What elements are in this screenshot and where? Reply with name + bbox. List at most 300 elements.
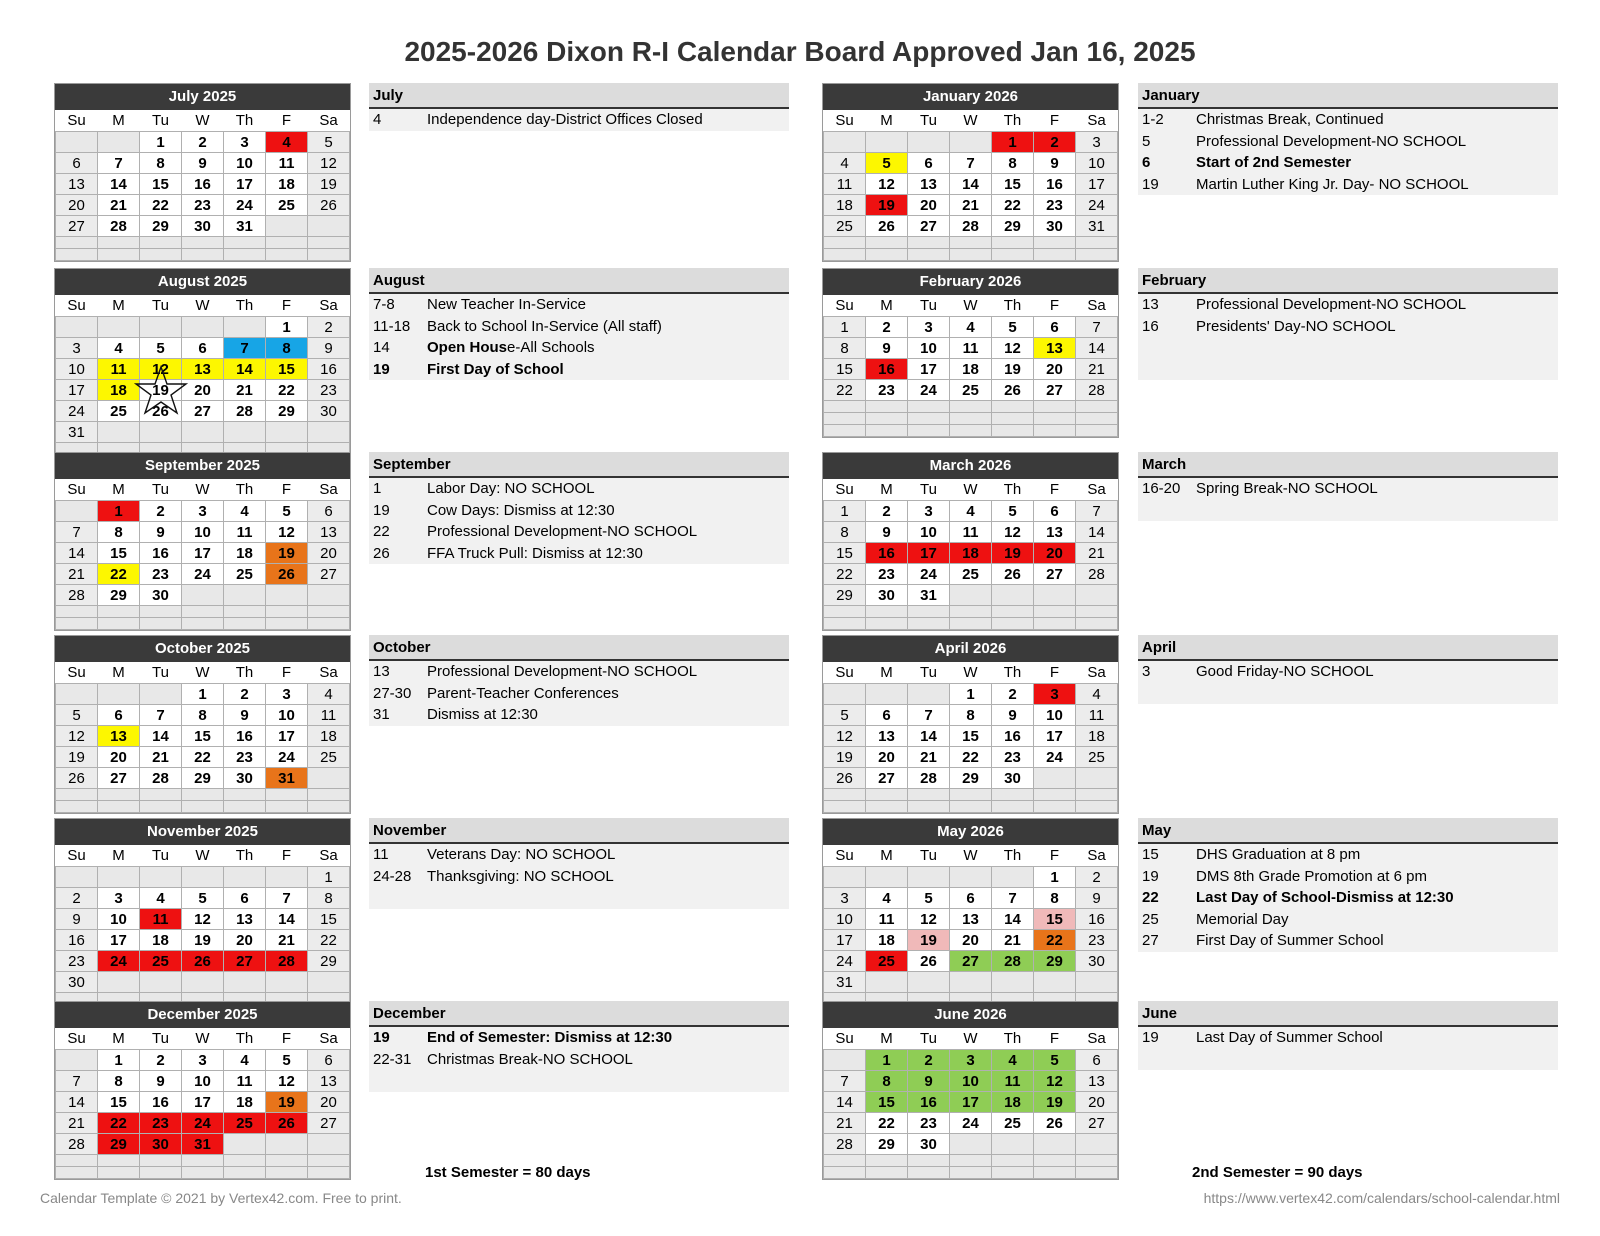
day-cell: 5	[1034, 1050, 1076, 1071]
day-cell: 21	[56, 564, 98, 585]
day-cell: 18	[950, 359, 992, 380]
weekday-label: F	[1034, 479, 1076, 501]
day-cell: 25	[866, 951, 908, 972]
events-panel	[1138, 268, 1558, 380]
weekday-label: Su	[824, 110, 866, 132]
event-row	[1138, 152, 1558, 174]
empty-cell	[950, 585, 992, 606]
empty-cell	[266, 237, 308, 249]
day-cell: 12	[1034, 1071, 1076, 1092]
day-cell: 16	[908, 1092, 950, 1113]
event-text: Start of 2nd Semester	[1196, 154, 1352, 171]
day-cell: 16	[866, 359, 908, 380]
weekday-label: Su	[824, 1028, 866, 1050]
event-row	[369, 683, 789, 705]
day-cell: 1	[182, 684, 224, 705]
weekday-label: Tu	[140, 1028, 182, 1050]
month-header: December 2025	[55, 1002, 350, 1028]
day-cell: 2	[908, 1050, 950, 1071]
day-cell: 23	[866, 564, 908, 585]
weekday-label: Tu	[908, 295, 950, 317]
day-cell: 20	[224, 930, 266, 951]
day-cell: 2	[140, 501, 182, 522]
day-cell: 6	[1076, 1050, 1118, 1071]
event-date: 11	[373, 846, 389, 863]
day-cell: 3	[182, 501, 224, 522]
day-cell: 17	[908, 359, 950, 380]
weekday-label: Tu	[140, 479, 182, 501]
day-cell: 15	[98, 1092, 140, 1113]
empty-cell	[992, 249, 1034, 261]
day-cell: 25	[950, 380, 992, 401]
day-cell: 29	[98, 585, 140, 606]
events-month-header: June	[1138, 1001, 1558, 1027]
day-cell: 5	[266, 1050, 308, 1071]
day-cell: 23	[908, 1113, 950, 1134]
empty-cell	[824, 132, 866, 153]
day-cell: 11	[308, 705, 350, 726]
empty-cell	[224, 585, 266, 606]
day-cell: 13	[224, 909, 266, 930]
day-cell: 1	[140, 132, 182, 153]
empty-cell	[308, 789, 350, 801]
day-cell: 21	[908, 747, 950, 768]
month-header: April 2026	[823, 636, 1118, 662]
day-cell: 22	[98, 564, 140, 585]
event-date: 22	[1142, 889, 1159, 906]
empty-cell	[992, 972, 1034, 993]
empty-cell	[1076, 801, 1118, 813]
day-cell: 25	[266, 195, 308, 216]
day-cell: 9	[140, 522, 182, 543]
weekday-label: F	[1034, 110, 1076, 132]
weekday-label: M	[98, 110, 140, 132]
empty-cell	[224, 1134, 266, 1155]
events-month-header: March	[1138, 452, 1558, 478]
day-cell: 26	[992, 564, 1034, 585]
day-cell: 24	[824, 951, 866, 972]
empty-cell	[266, 249, 308, 261]
event-text: Thanksgiving: NO SCHOOL	[427, 867, 614, 885]
day-cell: 1	[266, 317, 308, 338]
event-date: 27	[1142, 932, 1159, 949]
weekday-label: Th	[224, 662, 266, 684]
day-cell: 27	[908, 216, 950, 237]
day-cell: 24	[182, 1113, 224, 1134]
weekday-label: Sa	[1076, 1028, 1118, 1050]
day-cell: 16	[224, 726, 266, 747]
weekday-label: W	[182, 1028, 224, 1050]
event-text: Professional Development-NO SCHOOL	[1196, 296, 1467, 313]
day-cell: 15	[866, 1092, 908, 1113]
day-cell: 3	[950, 1050, 992, 1071]
event-date: 19	[373, 1029, 390, 1046]
day-cell: 7	[1076, 501, 1118, 522]
weekday-label: Th	[224, 845, 266, 867]
empty-cell	[950, 401, 992, 413]
day-cell: 2	[56, 888, 98, 909]
day-cell: 19	[908, 930, 950, 951]
weekday-label: Su	[56, 662, 98, 684]
day-cell: 22	[98, 1113, 140, 1134]
day-cell: 4	[950, 501, 992, 522]
empty-cell	[908, 684, 950, 705]
empty-cell	[266, 585, 308, 606]
day-cell: 24	[98, 951, 140, 972]
empty-cell	[224, 789, 266, 801]
day-cell: 21	[224, 380, 266, 401]
day-cell: 24	[950, 1113, 992, 1134]
day-cell: 24	[266, 747, 308, 768]
empty-cell	[824, 237, 866, 249]
day-cell: 30	[866, 585, 908, 606]
event-row	[369, 500, 789, 522]
day-cell: 4	[824, 153, 866, 174]
event-date: 11-18	[373, 317, 411, 335]
event-date: 25	[1142, 910, 1159, 928]
empty-cell	[1076, 618, 1118, 630]
empty-cell	[950, 413, 992, 425]
day-cell: 30	[56, 972, 98, 993]
day-cell: 12	[866, 174, 908, 195]
events-panel	[1138, 83, 1558, 195]
empty-cell	[824, 789, 866, 801]
event-date: 13	[373, 663, 390, 680]
weekday-label: Su	[824, 662, 866, 684]
day-cell: 1	[1034, 867, 1076, 888]
day-cell: 18	[98, 380, 140, 401]
empty-cell	[866, 425, 908, 437]
empty-cell	[182, 972, 224, 993]
day-cell: 12	[824, 726, 866, 747]
day-cell: 16	[140, 543, 182, 564]
day-cell: 4	[992, 1050, 1034, 1071]
event-text: Last Day of School-Dismiss at 12:30	[1196, 889, 1454, 906]
empty-cell	[866, 606, 908, 618]
weekday-label: Sa	[308, 845, 350, 867]
day-cell: 1	[308, 867, 350, 888]
empty-cell	[140, 606, 182, 618]
day-cell: 20	[56, 195, 98, 216]
empty-cell	[866, 618, 908, 630]
day-cell: 8	[98, 1071, 140, 1092]
day-cell: 5	[992, 501, 1034, 522]
empty-cell	[1076, 413, 1118, 425]
day-cell: 27	[56, 216, 98, 237]
day-cell: 23	[1034, 195, 1076, 216]
empty-cell	[992, 425, 1034, 437]
empty-cell	[1076, 237, 1118, 249]
day-cell: 20	[1076, 1092, 1118, 1113]
event-date: 3	[1142, 663, 1151, 680]
weekday-label: Th	[992, 662, 1034, 684]
day-cell: 10	[950, 1071, 992, 1092]
empty-cell	[866, 972, 908, 993]
day-cell: 8	[308, 888, 350, 909]
empty-cell	[908, 606, 950, 618]
day-cell: 23	[140, 564, 182, 585]
empty-cell	[98, 132, 140, 153]
month-calendar	[822, 635, 1119, 814]
day-cell: 10	[182, 1071, 224, 1092]
empty-cell	[1034, 585, 1076, 606]
day-cell: 22	[140, 195, 182, 216]
day-cell: 25	[308, 747, 350, 768]
day-cell: 28	[56, 585, 98, 606]
day-cell: 29	[182, 768, 224, 789]
month-calendar	[54, 83, 351, 262]
empty-cell	[140, 801, 182, 813]
empty-cell	[866, 132, 908, 153]
empty-cell	[866, 1155, 908, 1167]
events-month-header: November	[369, 818, 789, 844]
day-cell: 6	[866, 705, 908, 726]
weekday-label: Th	[992, 110, 1034, 132]
day-cell: 21	[824, 1113, 866, 1134]
event-date: 15	[1142, 846, 1159, 863]
event-date: 16-20	[1142, 480, 1181, 497]
weekday-label: Sa	[1076, 662, 1118, 684]
day-cell: 3	[1034, 684, 1076, 705]
day-cell: 3	[182, 1050, 224, 1071]
events-panel	[1138, 452, 1558, 521]
day-cell: 2	[1076, 867, 1118, 888]
event-date: 14	[373, 339, 390, 356]
day-cell: 30	[1034, 216, 1076, 237]
event-text: End of Semester: Dismiss at 12:30	[427, 1029, 673, 1046]
day-cell: 10	[182, 522, 224, 543]
weekday-label: W	[950, 479, 992, 501]
day-cell: 5	[140, 338, 182, 359]
empty-cell	[992, 413, 1034, 425]
day-cell: 8	[824, 338, 866, 359]
day-cell: 3	[908, 317, 950, 338]
event-row	[369, 316, 789, 338]
empty-cell	[224, 1155, 266, 1167]
events-panel	[1138, 1001, 1558, 1070]
day-cell: 8	[950, 705, 992, 726]
day-cell: 28	[824, 1134, 866, 1155]
empty-cell	[98, 1155, 140, 1167]
empty-cell	[308, 606, 350, 618]
day-cell: 19	[866, 195, 908, 216]
events-panel	[369, 1001, 789, 1092]
empty-cell	[140, 789, 182, 801]
day-cell: 5	[266, 501, 308, 522]
weekday-label: F	[1034, 845, 1076, 867]
empty-cell	[98, 789, 140, 801]
empty-cell	[266, 606, 308, 618]
event-text: Professional Development-NO SCHOOL	[1196, 132, 1467, 150]
day-cell: 21	[1076, 543, 1118, 564]
event-text: First Day of School	[427, 360, 564, 378]
month-calendar	[54, 818, 351, 1006]
day-cell: 15	[140, 174, 182, 195]
event-date: 19	[373, 501, 390, 519]
day-cell: 22	[308, 930, 350, 951]
day-cell: 16	[1076, 909, 1118, 930]
day-cell: 14	[224, 359, 266, 380]
weekday-label: Tu	[908, 1028, 950, 1050]
empty-cell	[824, 867, 866, 888]
empty-cell	[308, 216, 350, 237]
empty-cell	[266, 1167, 308, 1179]
day-cell: 19	[308, 174, 350, 195]
event-row	[1138, 909, 1558, 931]
empty-cell	[1034, 606, 1076, 618]
day-cell: 22	[1034, 930, 1076, 951]
day-cell: 19	[266, 543, 308, 564]
day-cell: 8	[866, 1071, 908, 1092]
day-cell: 9	[1076, 888, 1118, 909]
event-row	[1138, 930, 1558, 952]
empty-cell	[1076, 249, 1118, 261]
empty-cell	[182, 867, 224, 888]
day-cell: 7	[56, 522, 98, 543]
day-cell: 5	[992, 317, 1034, 338]
empty-cell	[98, 618, 140, 630]
event-row	[369, 704, 789, 726]
weekday-label: Tu	[908, 110, 950, 132]
event-date: 19	[373, 360, 390, 378]
empty-cell	[908, 425, 950, 437]
day-cell: 15	[992, 174, 1034, 195]
weekday-label: Th	[992, 479, 1034, 501]
weekday-label: Sa	[308, 110, 350, 132]
empty-cell	[866, 684, 908, 705]
footer-url[interactable]: https://www.vertex42.com/calendars/school-calendar.html	[1203, 1190, 1560, 1206]
day-cell: 29	[308, 951, 350, 972]
events-panel	[369, 268, 789, 380]
event-date: 19	[1142, 1029, 1159, 1046]
empty-cell	[266, 972, 308, 993]
day-cell: 14	[1076, 522, 1118, 543]
events-panel	[369, 635, 789, 726]
day-cell: 13	[182, 359, 224, 380]
day-cell: 15	[182, 726, 224, 747]
day-cell: 15	[266, 359, 308, 380]
empty-cell	[866, 401, 908, 413]
day-cell: 12	[308, 153, 350, 174]
empty-cell	[824, 1050, 866, 1071]
day-cell: 20	[1034, 359, 1076, 380]
day-cell: 26	[308, 195, 350, 216]
event-text: FFA Truck Pull: Dismiss at 12:30	[427, 544, 643, 562]
empty-cell	[1034, 618, 1076, 630]
day-cell: 13	[56, 174, 98, 195]
day-cell: 4	[224, 1050, 266, 1071]
month-header: August 2025	[55, 269, 350, 295]
day-cell: 23	[140, 1113, 182, 1134]
event-row	[1138, 887, 1558, 909]
weekday-label: M	[98, 295, 140, 317]
day-cell: 20	[908, 195, 950, 216]
day-cell: 22	[824, 380, 866, 401]
empty-cell	[950, 425, 992, 437]
month-header: July 2025	[55, 84, 350, 110]
empty-cell	[182, 317, 224, 338]
second-semester-total: 2nd Semester = 90 days	[1192, 1164, 1363, 1181]
weekday-label: M	[98, 479, 140, 501]
day-cell: 17	[950, 1092, 992, 1113]
day-cell: 30	[224, 768, 266, 789]
day-cell: 12	[56, 726, 98, 747]
empty-cell	[992, 1167, 1034, 1179]
weekday-label: Tu	[908, 662, 950, 684]
day-cell: 12	[992, 522, 1034, 543]
weekday-label: F	[266, 479, 308, 501]
events-month-header: April	[1138, 635, 1558, 661]
weekday-label: W	[950, 662, 992, 684]
empty-cell	[908, 132, 950, 153]
weekday-label: Su	[824, 479, 866, 501]
day-cell: 8	[824, 522, 866, 543]
day-cell: 2	[308, 317, 350, 338]
empty-cell	[1076, 1155, 1118, 1167]
empty-cell	[98, 684, 140, 705]
day-cell: 18	[224, 1092, 266, 1113]
empty-cell	[908, 413, 950, 425]
empty-cell	[824, 1155, 866, 1167]
day-cell: 26	[182, 951, 224, 972]
day-cell: 21	[56, 1113, 98, 1134]
empty-cell	[824, 618, 866, 630]
day-cell: 18	[266, 174, 308, 195]
day-cell: 24	[224, 195, 266, 216]
day-cell: 11	[266, 153, 308, 174]
day-cell: 3	[224, 132, 266, 153]
empty-cell	[308, 249, 350, 261]
day-cell: 25	[824, 216, 866, 237]
day-cell: 9	[308, 338, 350, 359]
day-cell: 24	[908, 380, 950, 401]
weekday-label: F	[266, 662, 308, 684]
day-cell: 8	[140, 153, 182, 174]
day-cell: 4	[1076, 684, 1118, 705]
events-month-header: August	[369, 268, 789, 294]
empty-cell	[224, 867, 266, 888]
day-cell: 1	[866, 1050, 908, 1071]
weekday-label: W	[950, 110, 992, 132]
day-cell: 20	[98, 747, 140, 768]
empty-cell	[140, 1155, 182, 1167]
day-cell: 19	[1034, 1092, 1076, 1113]
weekday-label: Th	[992, 295, 1034, 317]
day-cell: 9	[182, 153, 224, 174]
day-cell: 9	[908, 1071, 950, 1092]
empty-cell	[1034, 237, 1076, 249]
day-cell: 17	[824, 930, 866, 951]
empty-cell	[308, 972, 350, 993]
event-text: DMS 8th Grade Promotion at 6 pm	[1196, 867, 1427, 885]
day-cell: 19	[824, 747, 866, 768]
day-cell: 7	[266, 888, 308, 909]
empty-cell	[308, 422, 350, 443]
event-row	[369, 478, 789, 500]
day-cell: 19	[992, 543, 1034, 564]
empty-cell	[98, 422, 140, 443]
day-cell: 26	[266, 1113, 308, 1134]
day-cell: 31	[182, 1134, 224, 1155]
weekday-label: M	[866, 479, 908, 501]
day-cell: 4	[140, 888, 182, 909]
day-cell: 26	[908, 951, 950, 972]
event-text: New Teacher In-Service	[427, 296, 586, 313]
empty-cell	[950, 1167, 992, 1179]
empty-cell	[266, 1155, 308, 1167]
day-cell: 23	[56, 951, 98, 972]
event-row	[369, 1027, 789, 1049]
